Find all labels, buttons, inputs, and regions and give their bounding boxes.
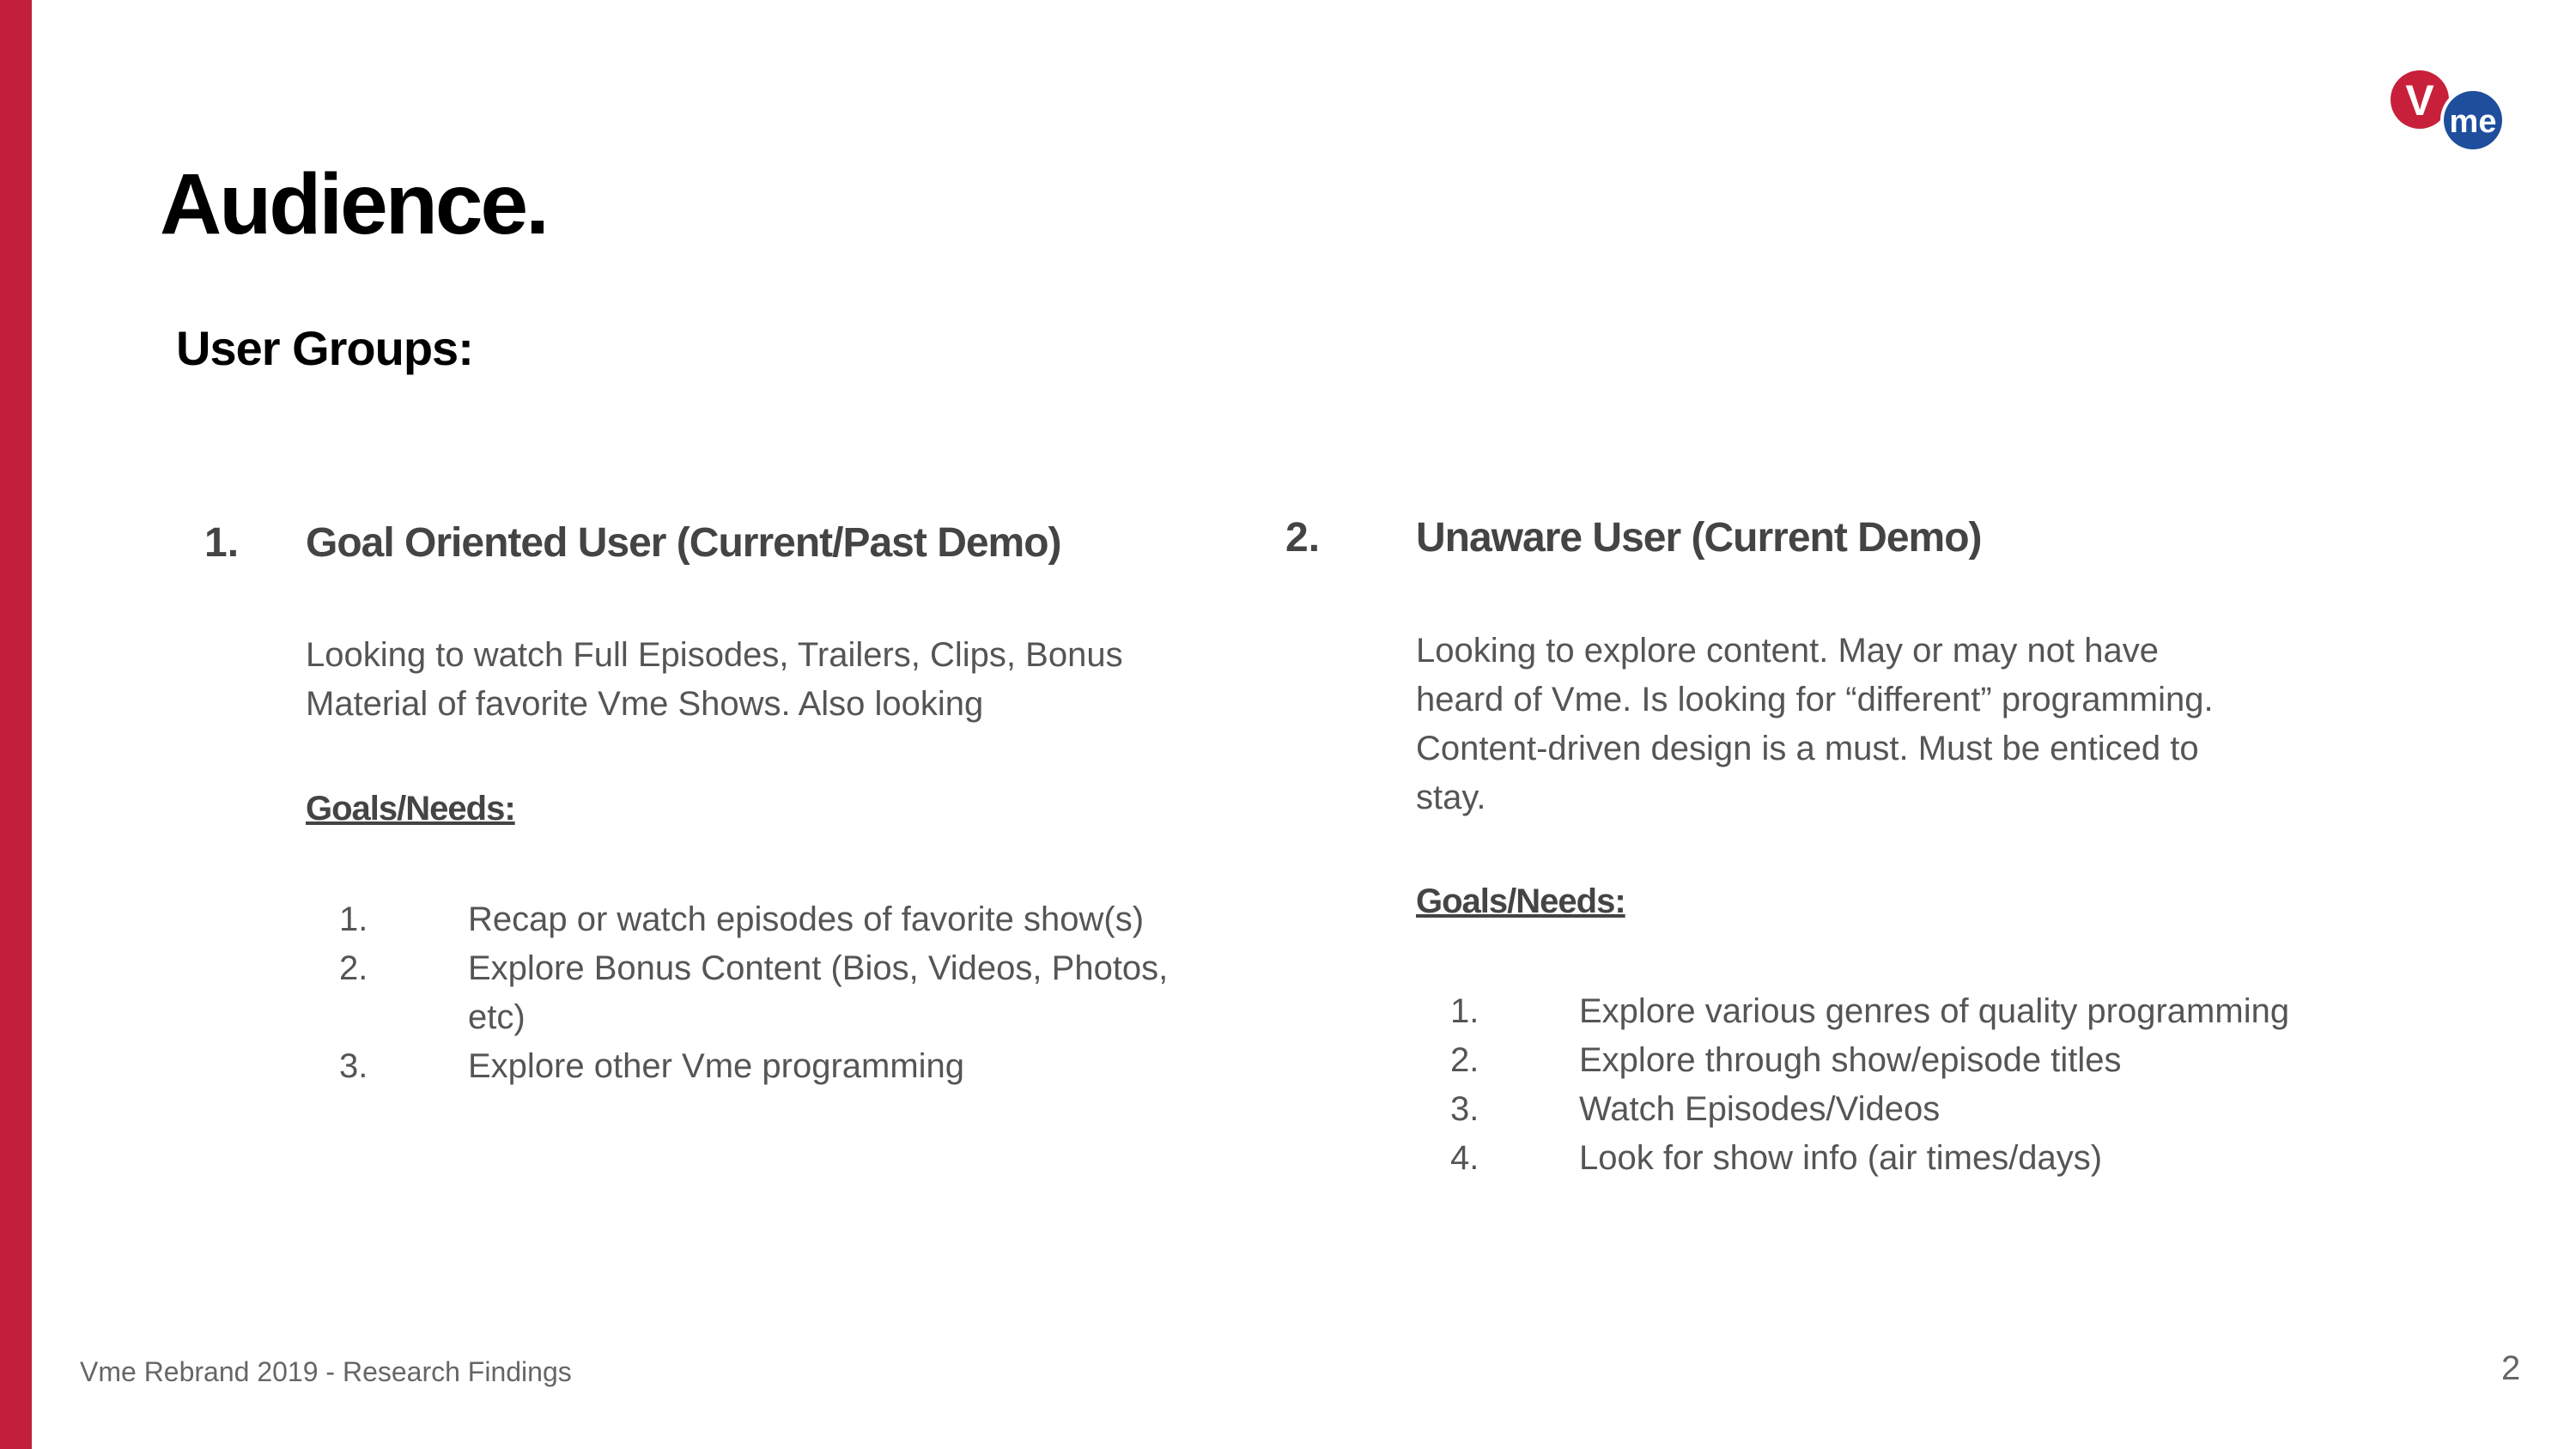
list-item: 3. Watch Episodes/Videos (1450, 1090, 1941, 1128)
left-accent-bar (0, 0, 32, 1449)
section-subtitle: User Groups: (176, 321, 473, 375)
description-line: Looking to explore content. May or may not have (1416, 632, 2159, 670)
logo-me-text: me (2449, 104, 2497, 140)
description-line: heard of Vme. Is looking for “different” programming. (1416, 681, 2214, 718)
group-number: 1. (204, 520, 240, 566)
logo-v-letter: V (2405, 76, 2434, 124)
description-line: Material of favorite Vme Shows. Also looking (306, 685, 984, 723)
description-line: stay. (1416, 779, 1486, 816)
vme-logo (2387, 67, 2516, 156)
list-item: 2. Explore Bonus Content (Bios, Videos, Photos, etc) (339, 949, 1169, 1036)
list-item: 4. Look for show info (air times/days) (1450, 1139, 2103, 1177)
group-description (1416, 627, 2214, 822)
goals-needs-label: Goals/Needs: (1416, 882, 1625, 920)
goals-needs-label: Goals/Needs: (306, 790, 515, 828)
group-title: Unaware User (Current Demo) (1416, 515, 1982, 561)
description-line: Looking to watch Full Episodes, Trailers, Clips, Bonus (306, 636, 1123, 674)
list-item: 1. Explore various genres of quality programming (1450, 992, 2290, 1030)
footer-text: Vme Rebrand 2019 - Research Findings (80, 1356, 572, 1387)
list-item: 1. Recap or watch episodes of favorite show(s) (339, 900, 1145, 938)
page-title: Audience. (160, 156, 547, 252)
group-title: Goal Oriented User (Current/Past Demo) (306, 520, 1061, 566)
description-line: Content-driven design is a must. Must be enticed to (1416, 730, 2199, 767)
page-number: 2 (2501, 1349, 2521, 1387)
list-item: 3. Explore other Vme programming (339, 1047, 965, 1085)
goals-needs-list (1450, 987, 2438, 1183)
group-number: 2. (1285, 515, 1321, 561)
group-description (306, 631, 1123, 729)
list-item: 2. Explore through show/episode titles (1450, 1041, 2122, 1079)
goals-needs-list (339, 895, 1198, 1091)
